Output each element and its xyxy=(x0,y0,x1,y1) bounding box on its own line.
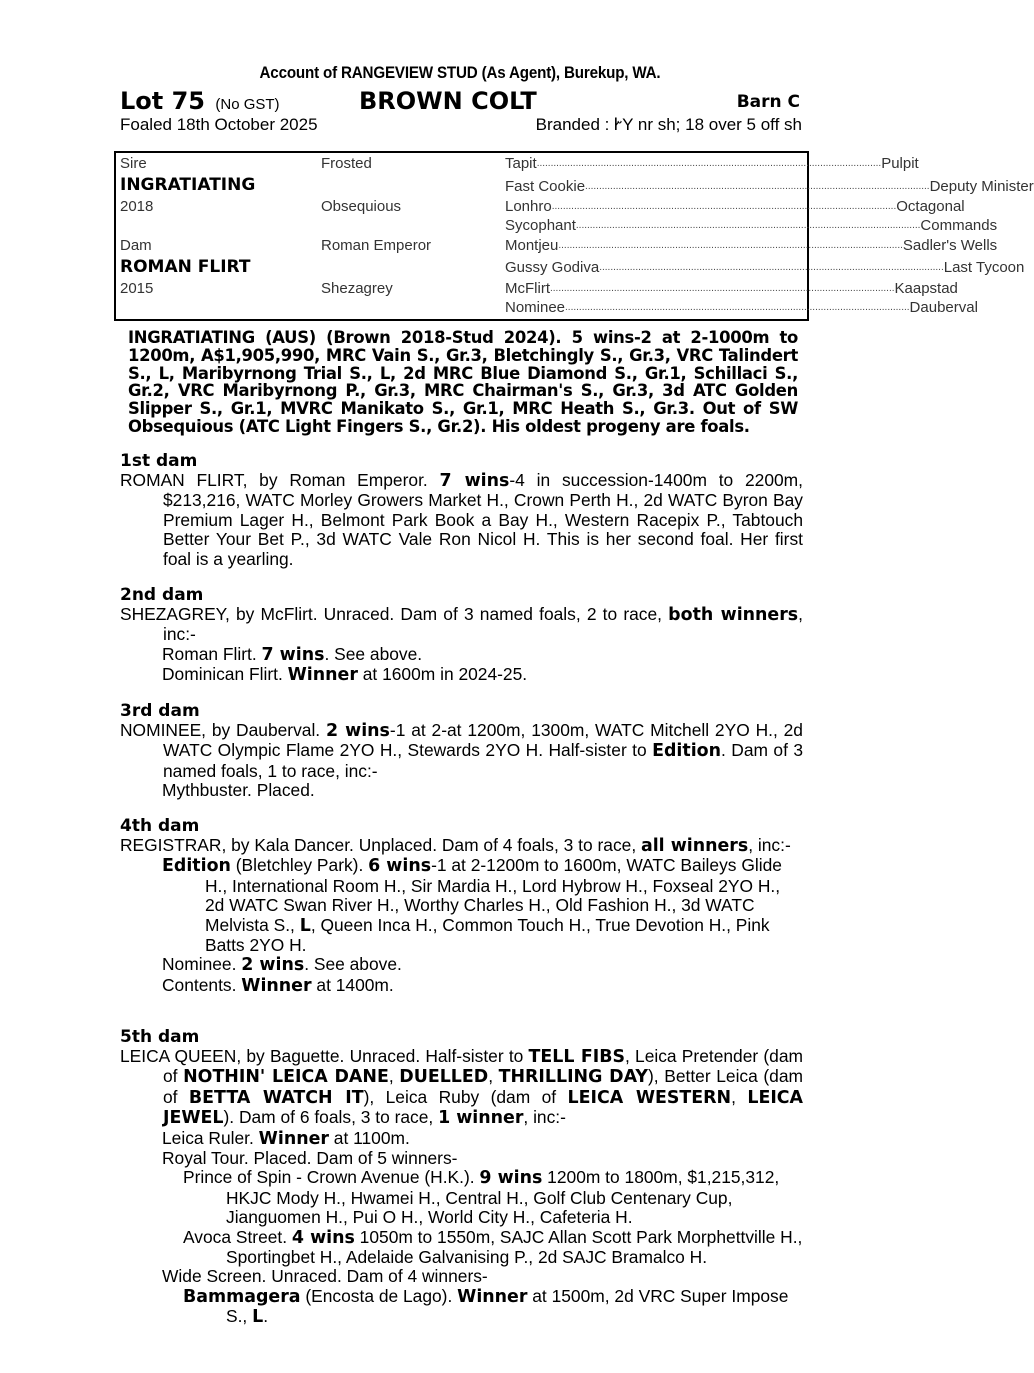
dam-paragraph xyxy=(120,836,803,856)
body-text: ROMAN FLIRT, by Roman Emperor. xyxy=(120,470,440,490)
body-text: Roman Flirt. xyxy=(162,643,262,664)
dam-sire: Roman Emperor xyxy=(321,237,432,254)
body-text: . See above. xyxy=(304,954,402,975)
ancestor-name: McFlirt xyxy=(505,280,550,297)
ancestor-sire: Pulpit xyxy=(881,155,919,172)
body-text: ), Leica Ruby (dam of xyxy=(363,1086,568,1107)
dam-paragraph xyxy=(120,605,803,645)
ancestor-name: Sycophant xyxy=(505,217,576,234)
emphasis-text: 2 wins xyxy=(325,721,390,741)
fourth-dam-section xyxy=(120,816,803,996)
body-text: . Dam of 3 named foals, 1 to race, inc:- xyxy=(163,740,803,781)
dot-leader: ............................................................................................................................ xyxy=(550,283,895,294)
ancestor-sire: Deputy Minister xyxy=(929,178,1034,195)
body-text: , inc:- xyxy=(163,604,803,645)
body-text: Prince of Spin - Crown Avenue (H.K.). xyxy=(183,1167,480,1188)
dam-dam: Shezagrey xyxy=(321,280,393,297)
emphasis-text: Bammagera xyxy=(183,1286,301,1307)
emphasis-text: TELL FIBS xyxy=(528,1047,625,1067)
emphasis-text: L xyxy=(252,1307,264,1328)
section-heading: 4th dam xyxy=(120,816,200,836)
ancestor-name: Nominee xyxy=(505,299,566,316)
body-text: at 1400m. xyxy=(311,974,394,995)
progeny-entry xyxy=(141,1129,803,1149)
dot-leader: ............................................................................................................................ xyxy=(536,158,882,169)
lot-description: BROWN COLT xyxy=(359,87,537,115)
body-text: , xyxy=(388,1066,400,1087)
emphasis-text: L xyxy=(299,915,311,936)
brand-description: Branded : ᎨΥ nr sh; 18 over 5 off sh xyxy=(535,115,802,134)
emphasis-text: LEICA WESTERN xyxy=(567,1087,732,1108)
ancestor-row xyxy=(505,178,1034,196)
body-text: ), Better Leica (dam of xyxy=(163,1066,804,1107)
emphasis-text: Winner xyxy=(241,975,312,996)
dam-paragraph xyxy=(120,721,803,781)
emphasis-text: Edition xyxy=(652,741,721,762)
ancestor-sire: Kaapstad xyxy=(894,280,958,297)
body-text: Leica Ruler. xyxy=(162,1127,259,1148)
body-text: Contents. xyxy=(162,974,242,995)
body-text: , xyxy=(731,1086,748,1107)
section-heading: 5th dam xyxy=(120,1027,200,1047)
ancestor-sire: Last Tycoon xyxy=(943,259,1025,276)
body-text: at 1500m, 2d VRC Super Impose S., xyxy=(226,1285,789,1327)
vendor-account: Account of RANGEVIEW STUD (As Agent), Burekup, WA. xyxy=(259,64,661,82)
first-dam-section xyxy=(120,451,803,569)
body-text: (Bletchley Park). xyxy=(230,855,369,876)
ancestor-name: Fast Cookie xyxy=(505,178,586,195)
ancestor-row xyxy=(505,280,958,298)
lot-label: Lot 75 xyxy=(120,87,206,115)
catalogue-page-header xyxy=(120,64,802,139)
dam-year: 2015 xyxy=(120,280,154,297)
sire-sire: Frosted xyxy=(321,155,372,172)
body-text: . xyxy=(263,1306,269,1327)
dot-leader: ............................................................................................................................ xyxy=(558,240,903,251)
body-text: , xyxy=(488,1066,499,1087)
section-heading: 1st dam xyxy=(120,451,198,471)
sire-name: INGRATIATING xyxy=(120,175,256,195)
body-text: (Encosta de Lago). xyxy=(300,1285,458,1306)
progeny-entry: Mythbuster. Placed. xyxy=(162,780,315,801)
ancestor-row xyxy=(505,259,1025,277)
body-text: at 1600m in 2024-25. xyxy=(357,664,528,685)
emphasis-text: 7 wins xyxy=(439,471,510,491)
progeny-entry xyxy=(141,645,803,665)
body-text: -4 in succession-1400m to 2200m, $213,216, WATC Morley Growers Market H., Crown Perth H., 2d WATC Byron Bay Premium Lager H., Belmont Park Book a Bay H., Western Racepix P., Tabtouch Better Your Bet P., 3d WATC Vale Ron Nicol H. This is her second foal. Her first foal is a yearling. xyxy=(163,470,804,569)
body-text: at 1100m. xyxy=(328,1127,410,1148)
ancestor-row xyxy=(505,299,978,317)
dam-paragraph xyxy=(120,1047,803,1129)
progeny-entry xyxy=(141,665,803,685)
sire-dam: Obsequious xyxy=(321,198,402,215)
lot-number xyxy=(120,87,280,115)
ancestor-sire: Octagonal xyxy=(896,198,965,215)
body-text: -1 at 2-at 1200m, 1300m, WATC Mitchell 2YO H., 2d WATC Olympic Flame 2YO H., Stewards 2YO H. Half-sister to xyxy=(163,720,803,761)
emphasis-text: Winner xyxy=(258,1128,329,1149)
ancestor-name: Gussy Godiva xyxy=(505,259,600,276)
dot-leader: ............................................................................................................................ xyxy=(585,181,930,192)
ancestor-row xyxy=(505,155,919,173)
emphasis-text: BETTA WATCH IT xyxy=(188,1087,364,1108)
dot-leader: ............................................................................................................................ xyxy=(551,201,897,212)
ancestor-row xyxy=(505,237,998,255)
dot-leader: ............................................................................................................................ xyxy=(599,262,944,273)
emphasis-text: all winners xyxy=(640,836,749,856)
ancestor-name: Lonhro xyxy=(505,198,552,215)
body-text: 1050m to 1550m, SAJC Allan Scott Park Morphettville H., Sportingbet H., Adelaide Galvanising P., 2d SAJC Bramalco H. xyxy=(226,1226,803,1268)
progeny-entry: Royal Tour. Placed. Dam of 5 winners- xyxy=(162,1148,458,1169)
emphasis-text: both winners xyxy=(668,605,799,625)
emphasis-text: Edition xyxy=(162,856,231,877)
body-text: , Queen Inca H., Common Touch H., True Devotion H., Pink Batts 2YO H. xyxy=(205,914,770,956)
emphasis-text: DUELLED xyxy=(399,1067,489,1088)
emphasis-text: 4 wins xyxy=(291,1227,355,1248)
body-text: -1 at 2-1200m to 1600m, WATC Baileys Glide H., International Room H., Sir Mardia H., Lord Hybrow H., Foxseal 2YO H., 2d WATC Swan River H., Worthy Charles H., Old Fashion H., 3d WATC Melvista S., xyxy=(205,855,782,935)
section-heading: 3rd dam xyxy=(120,701,200,721)
emphasis-text: NOTHIN' LEICA DANE xyxy=(183,1067,389,1088)
body-text: , inc:- xyxy=(523,1107,566,1128)
body-text: SHEZAGREY, by McFlirt. Unraced. Dam of 3 named foals, 2 to race, xyxy=(120,604,669,624)
ancestor-sire: Dauberval xyxy=(909,299,978,316)
sire-year: 2018 xyxy=(120,198,154,215)
body-text: NOMINEE, by Dauberval. xyxy=(120,720,326,740)
grand-progeny-entry xyxy=(162,1168,803,1227)
barn-location: Barn C xyxy=(736,92,800,112)
dam-label: Dam xyxy=(120,237,152,254)
body-text: Dominican Flirt. xyxy=(162,664,288,685)
gst-note: (No GST) xyxy=(215,96,280,113)
emphasis-text: 9 wins xyxy=(479,1168,543,1189)
progeny-entry: Wide Screen. Unraced. Dam of 4 winners- xyxy=(162,1266,488,1287)
emphasis-text: 1 winner xyxy=(438,1108,524,1129)
sire-summary: INGRATIATING (AUS) (Brown 2018-Stud 2024). 5 wins-2 at 2-1000m to 1200m, A$1,905,990, MRC Vain S., Gr.3, Bletchingly S., Gr.3, VRC Talindert S., L, Maribyrnong Trial S., L, 2d MRC Blue Diamond S., Gr.1, Schillaci S., Gr.2, VRC Maribyrnong P., Gr.3, MRC Chairman's S., Gr.3, 3d ATC Golden Slipper S., Gr.1, MVRC Manikato S., Gr.1, MRC Heath S., Gr.3. Out of SW Obsequious (ATC Light Fingers S., Gr.2). His oldest progeny are foals. xyxy=(128,328,798,436)
body-text: Avoca Street. xyxy=(183,1226,292,1247)
emphasis-text: 6 wins xyxy=(368,856,432,877)
emphasis-text: LEICA JEWEL xyxy=(163,1087,804,1129)
body-text: LEICA QUEEN, by Baguette. Unraced. Half-sister to xyxy=(120,1046,529,1066)
progeny-entry xyxy=(141,856,803,955)
ancestor-row xyxy=(505,198,965,216)
body-text: , Leica Pretender (dam of xyxy=(163,1046,803,1087)
dam-paragraph xyxy=(120,471,803,569)
emphasis-text: 2 wins xyxy=(241,955,305,976)
emphasis-text: 7 wins xyxy=(261,644,325,665)
body-text: , inc:- xyxy=(748,835,791,855)
emphasis-text: THRILLING DAY xyxy=(498,1067,649,1088)
foaling-date: Foaled 18th October 2025 xyxy=(120,115,318,134)
emphasis-text: Winner xyxy=(457,1286,528,1307)
body-text: ). Dam of 6 foals, 3 to race, xyxy=(223,1107,439,1128)
ancestor-sire: Sadler's Wells xyxy=(902,237,998,254)
pedigree-table xyxy=(114,151,1034,321)
dot-leader: ............................................................................................................................ xyxy=(575,220,921,231)
second-dam-section xyxy=(120,585,803,686)
third-dam-section xyxy=(120,701,803,801)
ancestor-name: Tapit xyxy=(505,155,537,172)
ancestor-name: Montjeu xyxy=(505,237,559,254)
body-text: REGISTRAR, by Kala Dancer. Unplaced. Dam of 4 foals, 3 to race, xyxy=(120,835,641,855)
dot-leader: ............................................................................................................................ xyxy=(565,302,910,313)
grand-progeny-entry xyxy=(162,1228,803,1268)
ancestor-row xyxy=(505,217,998,235)
body-text: . See above. xyxy=(324,643,423,664)
body-text: Nominee. xyxy=(162,954,242,975)
emphasis-text: Winner xyxy=(287,665,358,686)
ancestor-sire: Commands xyxy=(920,217,998,234)
progeny-entry xyxy=(141,976,803,996)
fifth-dam-section xyxy=(120,1027,803,1328)
progeny-entry xyxy=(141,955,803,975)
body-text: 1200m to 1800m, $1,215,312, HKJC Mody H., Hwamei H., Central H., Golf Club Centenary Cup, Jianguomen H., Pui O H., World City H., Cafeteria H. xyxy=(226,1167,780,1228)
section-heading: 2nd dam xyxy=(120,585,204,605)
dam-name: ROMAN FLIRT xyxy=(120,257,251,277)
grand-progeny-entry xyxy=(162,1287,803,1328)
sire-label: Sire xyxy=(120,155,147,172)
